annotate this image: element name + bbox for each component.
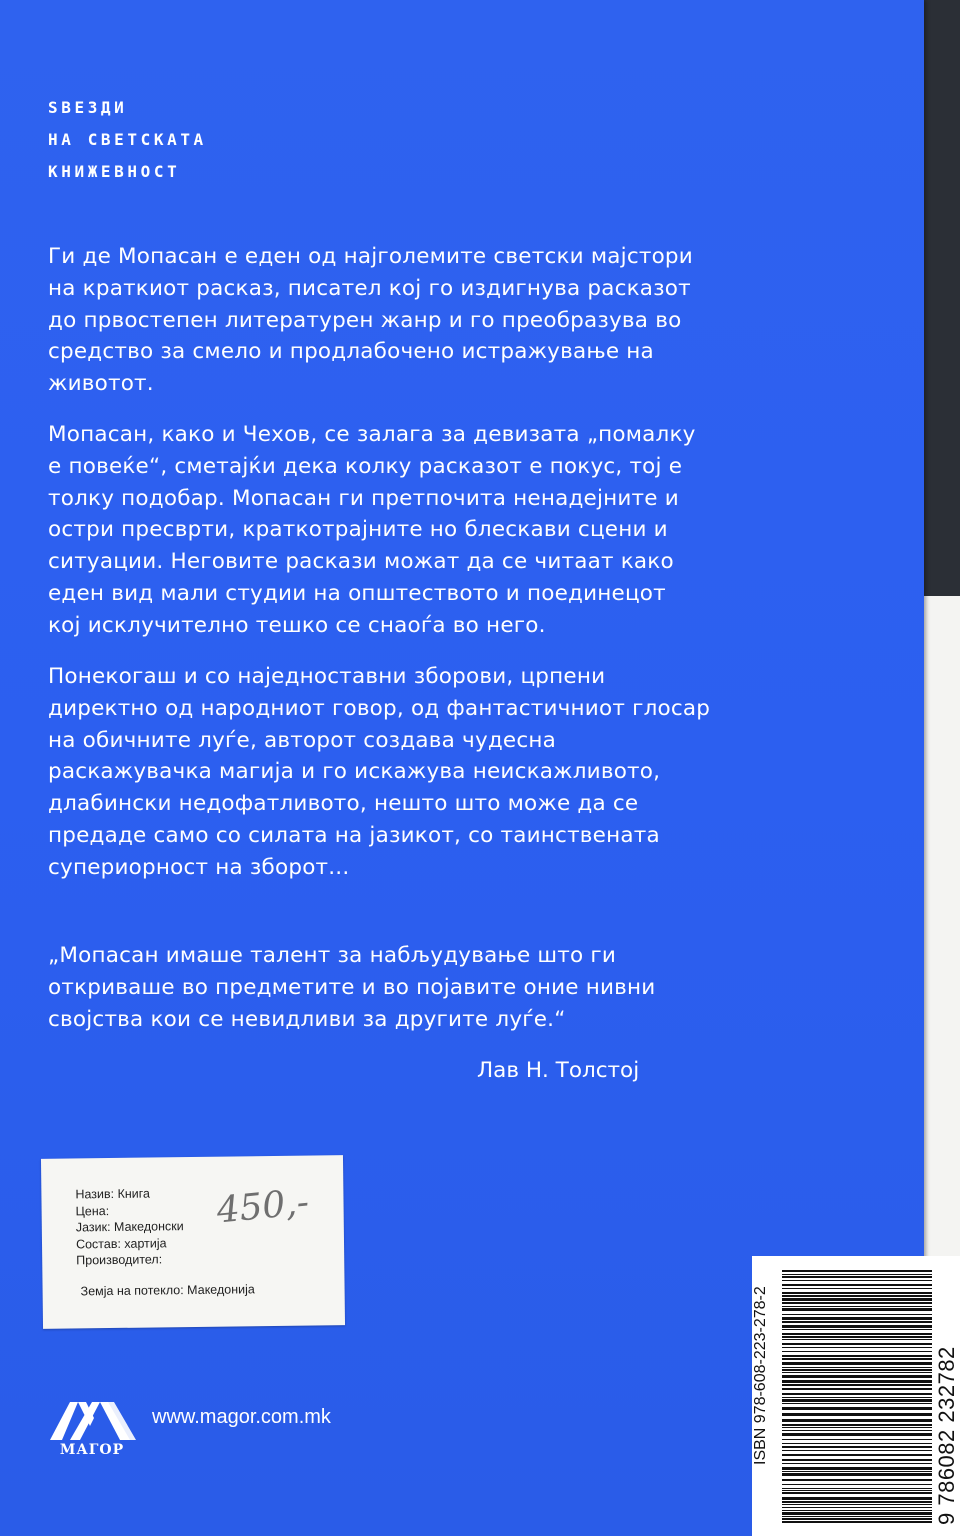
text-line: Мопасан, како и Чехов, се залага за девизата „помалку	[48, 422, 696, 447]
quote-line: „Мопасан имаше талент за набљудување што ги	[48, 943, 617, 968]
sticker-material-line: Состав: хартија	[75, 1236, 167, 1252]
sticker-producer-line: Производител:	[76, 1252, 163, 1268]
text-line: до првостепен литературен жанр и го преобразува во	[48, 307, 682, 333]
barcode-area	[752, 1256, 960, 1536]
text-line: толку подобар. Мопасан ги претпочита ненадејните и	[48, 485, 679, 511]
handwritten-price: 450,-	[214, 1181, 311, 1232]
text-line: длабински недофатливото, нешто што може да се	[48, 791, 639, 817]
text-line: раскажувачка магија и го искажува неискажливото,	[48, 759, 661, 785]
price-sticker	[41, 1155, 345, 1329]
sticker-price-line: Цена:	[75, 1204, 110, 1219]
barcode-icon	[752, 1256, 960, 1536]
publisher-website: www.magor.com.mk	[152, 1406, 331, 1428]
text-line: средство за смело и продлабочено истражување на	[48, 339, 654, 365]
text-line: еден вид мали студии на општеството и поединецот	[48, 580, 666, 606]
series-line: НА СВЕТСКАТА	[48, 130, 207, 149]
text-line: животот.	[48, 371, 154, 397]
quote-line: откриваше во предметите и во појавите оние нивни	[48, 974, 656, 1000]
text-line: кој исклучително тешко се снаоѓа во него.	[48, 612, 546, 638]
text-line: предаде само со силата на јазикот, со таинствената	[48, 822, 660, 848]
text-line: супериорност на зборот...	[48, 854, 350, 880]
text-line: директно од народниот говор, од фантастичниот глосар	[48, 695, 711, 721]
description-paragraph-3	[48, 661, 711, 884]
sticker-language-line: Јазик: Македонски	[75, 1219, 184, 1235]
series-line: ЅВЕЗДИ	[48, 98, 128, 117]
text-line: Ги де Мопасан е еден од најголемите светски мајстори	[48, 244, 693, 269]
quote-line: својства кои се невидливи за другите луѓе.“	[48, 1006, 566, 1032]
sticker-origin-line: Земја на потекло: Македонија	[80, 1282, 255, 1299]
barcode-digits: 9 786082 232782	[934, 1346, 959, 1525]
tolstoy-quote	[48, 940, 708, 1035]
text-line: на краткиот расказ, писател кој го издигнува расказот	[48, 275, 691, 301]
logo-wordmark: МАГОР	[59, 1442, 125, 1458]
isbn-label: ISBN 978-608-223-278-2	[752, 1286, 769, 1465]
series-title	[48, 92, 207, 188]
text-line: е повеќе“, сметајќи дека колку расказот е покус, тој е	[48, 453, 683, 479]
text-line: на обичните луѓе, авторот создава чудесна	[48, 727, 557, 753]
sticker-name-line: Назив: Книга	[75, 1186, 151, 1202]
text-line: остри пресврти, краткотрајните но блескави сцени и	[48, 517, 668, 543]
description-paragraph-1	[48, 241, 708, 400]
text-line: ситуации. Неговите раскази можат да се читаат како	[48, 549, 674, 575]
quote-author: Лав Н. Толстој	[477, 1058, 640, 1083]
text-line: Понекогаш и со наједноставни зборови, црпени	[48, 664, 606, 689]
description-paragraph-2	[48, 419, 708, 642]
series-line: КНИЖЕВНОСТ	[48, 162, 181, 181]
dark-edge-strip	[920, 0, 960, 596]
